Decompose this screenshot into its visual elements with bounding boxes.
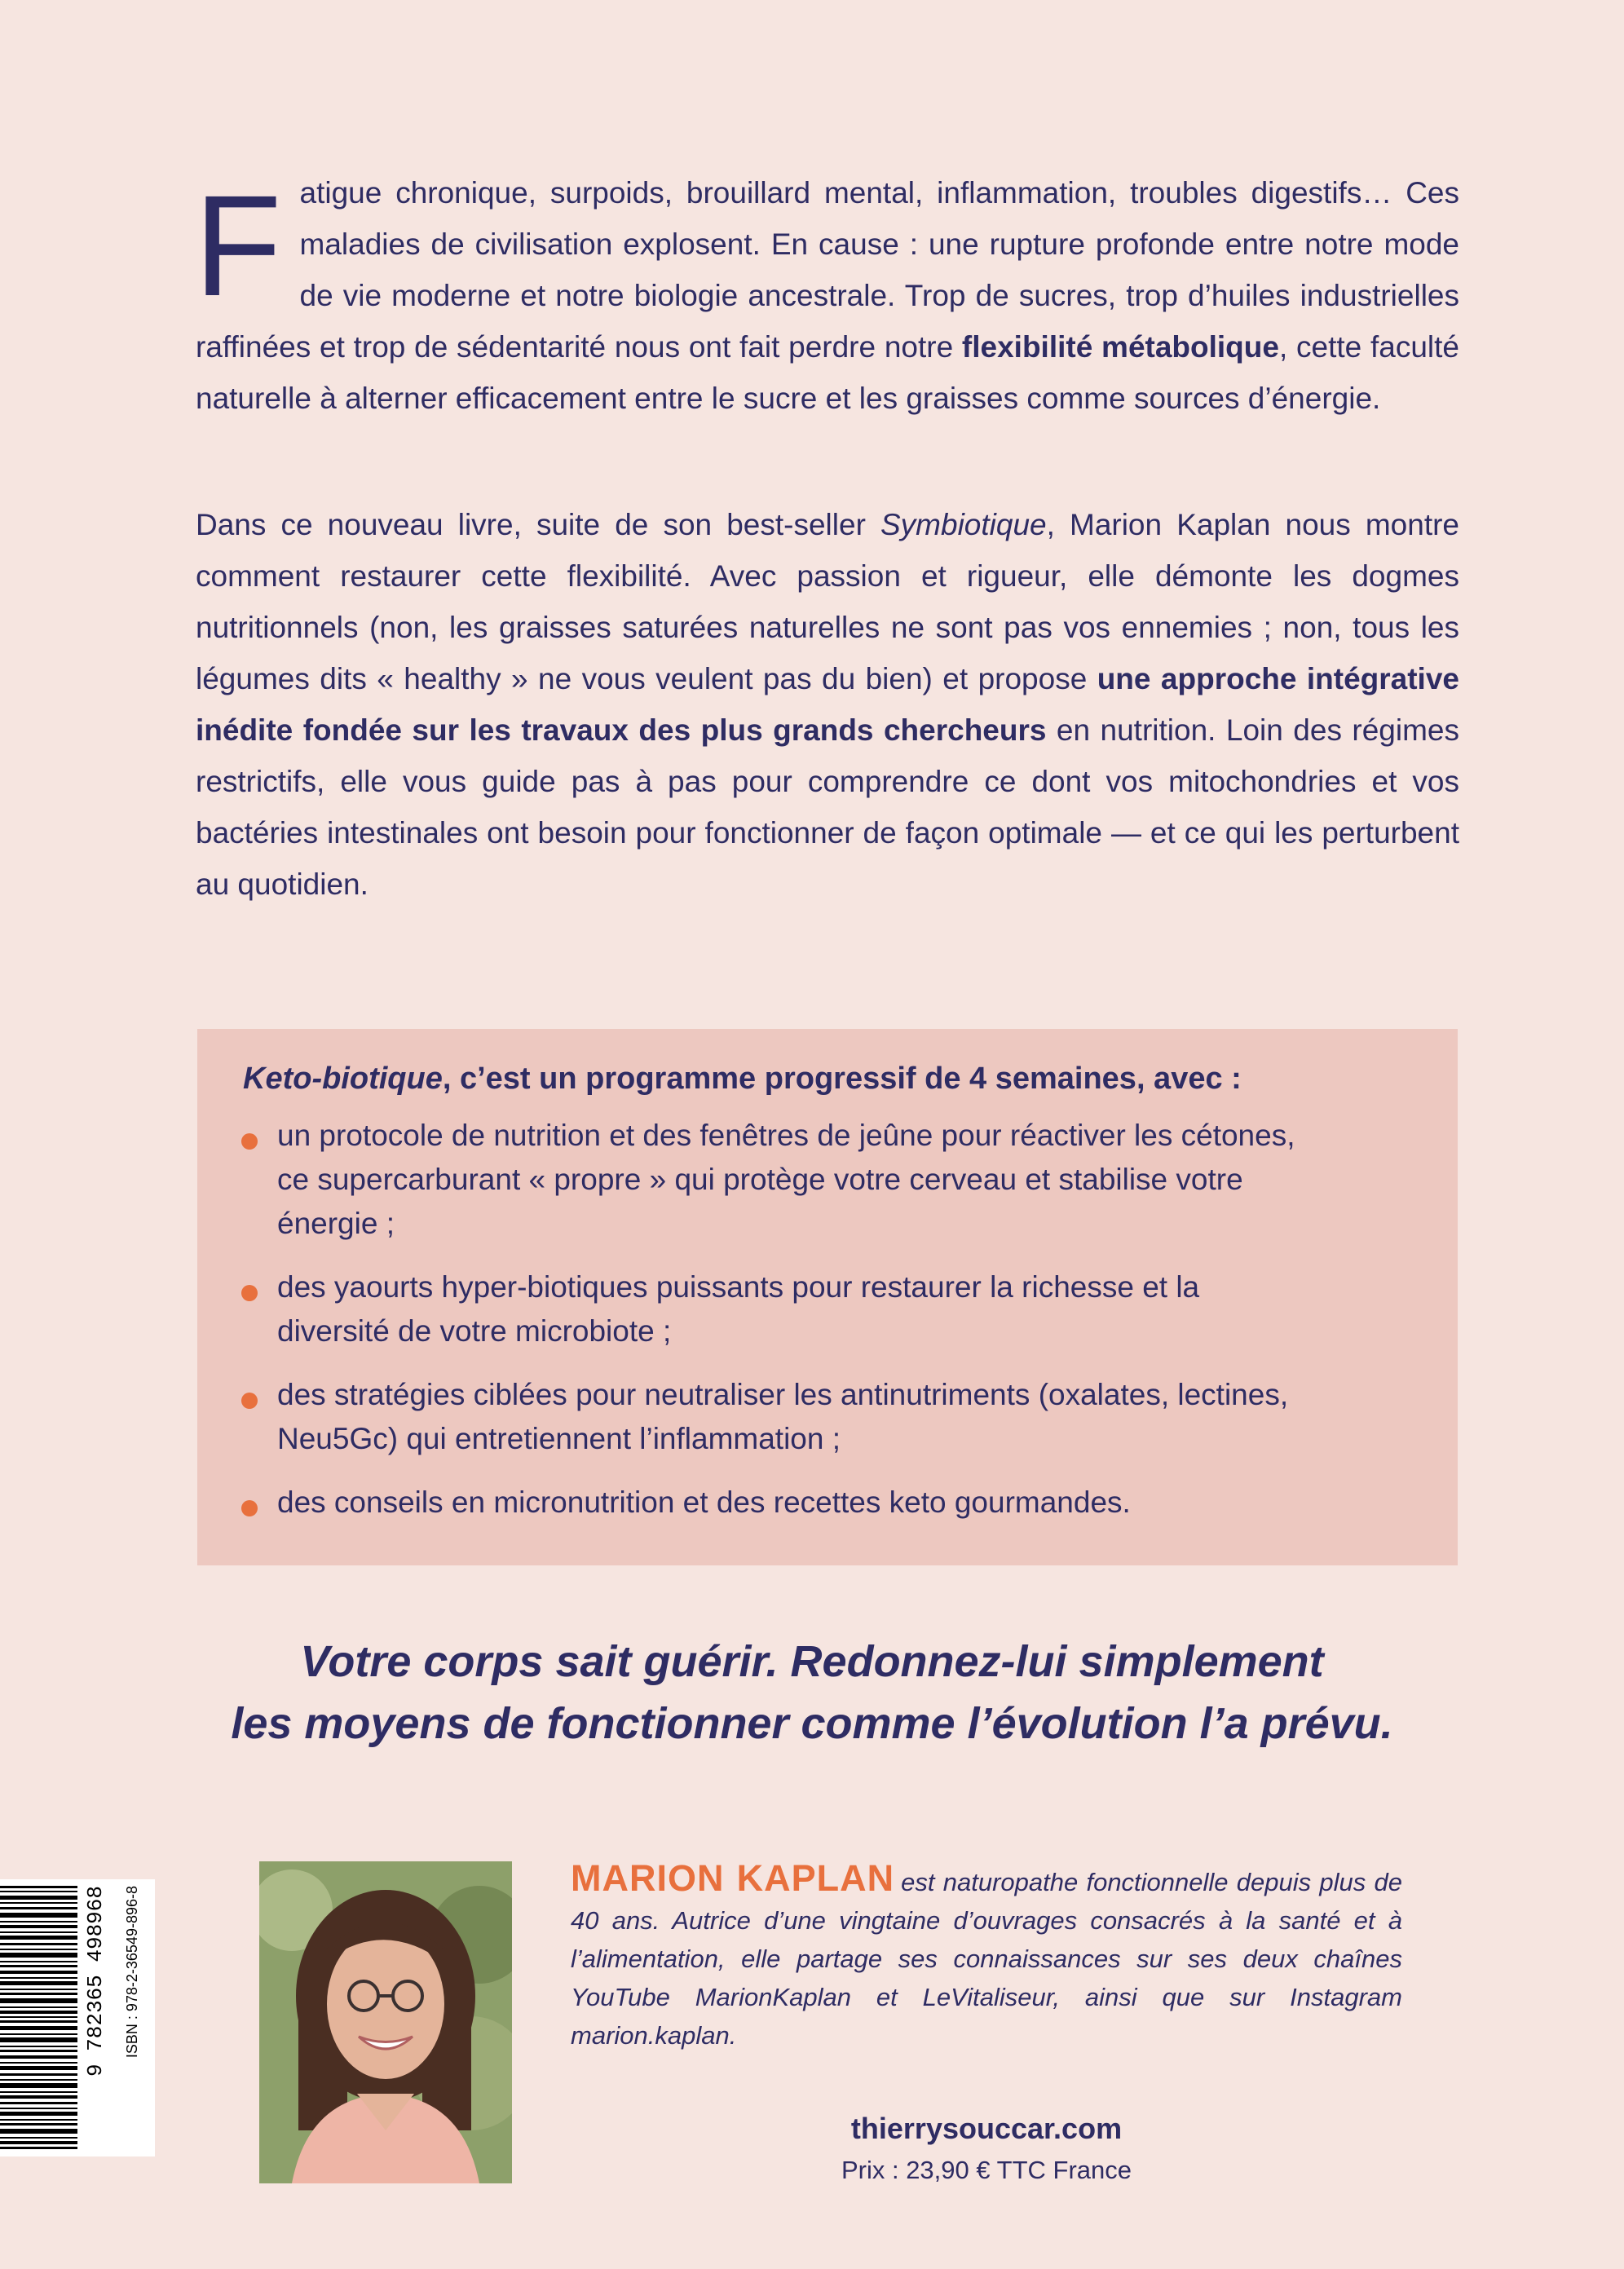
bullet-icon	[241, 1133, 258, 1150]
price-text: Prix : 23,90 € TTC France	[841, 2156, 1132, 2184]
list-item	[197, 1373, 1296, 1461]
intro-paragraph	[196, 167, 1459, 424]
program-title-italic: Keto-biotique	[243, 1062, 443, 1096]
desc-text-2: , Marion Kaplan nous montre comment restaurer cette flexibilité. Avec passion et rigueur, elle démonte les dogmes nutritionnels (non, les graisses saturées naturelles ne sont pas vos ennemies ; non, tous les légumes dits « healthy » ne vous veulent pas du bien) et propose	[196, 508, 1459, 695]
list-item	[197, 1481, 1296, 1525]
quote-line-2: les moyens de fonctionner comme l’évolution l’a prévu.	[231, 1699, 1393, 1748]
desc-text-3: en nutrition. Loin des régimes restrictifs, elle vous guide pas à pas pour comprendre ce dont vos mitochondries et vos bactéries intestinales ont besoin pour fonctionner de façon optimale — et ce qui les perturbent au quotidien.	[196, 713, 1459, 901]
author-name: MARION KAPLAN	[571, 1857, 895, 1899]
desc-book-title: Symbiotique	[880, 508, 1047, 541]
tagline-quote	[0, 1631, 1624, 1755]
isbn-wrap	[124, 1886, 148, 2150]
author-bio	[571, 1859, 1402, 2055]
bullet-icon	[241, 1393, 258, 1409]
program-box	[197, 1029, 1458, 1565]
quote-line-1: Votre corps sait guérir. Redonnez-lui simplement	[300, 1637, 1324, 1686]
description-paragraph	[196, 499, 1459, 910]
list-item-text: un protocole de nutrition et des fenêtres de jeûne pour réactiver les cétones, ce supercarburant « propre » qui protège votre cerveau et stabilise votre énergie ;	[277, 1119, 1295, 1240]
publisher-site: thierrysouccar.com	[850, 2112, 1123, 2145]
list-item-text: des stratégies ciblées pour neutraliser les antinutriments (oxalates, lectines, Neu5Gc) qui entretiennent l’inflammation ;	[277, 1378, 1289, 1455]
list-item	[197, 1265, 1296, 1353]
bullet-icon	[241, 1285, 258, 1301]
isbn-text: ISBN : 978-2-36549-896-8	[124, 1886, 140, 2059]
author-bio-text: est naturopathe fonctionnelle depuis plus de 40 ans. Autrice d’une vingtaine d’ouvrages consacrés à la santé et à l’alimentation, elle partage ses connaissances sur ses deux chaînes YouTube MarionKaplan et LeVitaliseur, ainsi que sur Instagram marion.kaplan.	[571, 1868, 1402, 2050]
intro-text-1: atigue chronique, surpoids, brouillard mental, inflammation, troubles digestifs… Ces maladies de civilisation explosent. En cause : une rupture profonde entre notre mode de vie moderne et notre biologie ancestrale. Trop de sucres, trop d’huiles industrielles raffinées et trop de sédentarité nous ont fait perdre notre	[196, 176, 1459, 364]
barcode	[0, 1879, 155, 2156]
desc-text-1: Dans ce nouveau livre, suite de son best-seller	[196, 508, 880, 541]
program-title	[243, 1062, 1242, 1097]
program-title-rest: , c’est un programme progressif de 4 semaines, avec :	[442, 1062, 1242, 1096]
drop-cap: F	[194, 166, 282, 326]
barcode-digits: 9 782365 498968	[83, 1886, 108, 2077]
list-item	[197, 1114, 1296, 1246]
list-item-text: des yaourts hyper-biotiques puissants pour restaurer la richesse et la diversité de votre microbiote ;	[277, 1270, 1200, 1348]
program-list	[197, 1114, 1458, 1544]
author-photo	[259, 1861, 512, 2183]
desc-bold: une approche intégrative inédite fondée sur les travaux des plus grands chercheurs	[196, 662, 1459, 747]
intro-bold: flexibilité métabolique	[961, 330, 1279, 364]
list-item-text: des conseils en micronutrition et des recettes keto gourmandes.	[277, 1485, 1131, 1519]
barcode-bars-icon	[0, 1886, 77, 2150]
bullet-icon	[241, 1500, 258, 1516]
author-portrait-icon	[259, 1861, 512, 2183]
barcode-digits-wrap	[83, 1886, 116, 2150]
intro-text-2: , cette faculté naturelle à alterner efficacement entre le sucre et les graisses comme sources d’énergie.	[196, 330, 1459, 415]
